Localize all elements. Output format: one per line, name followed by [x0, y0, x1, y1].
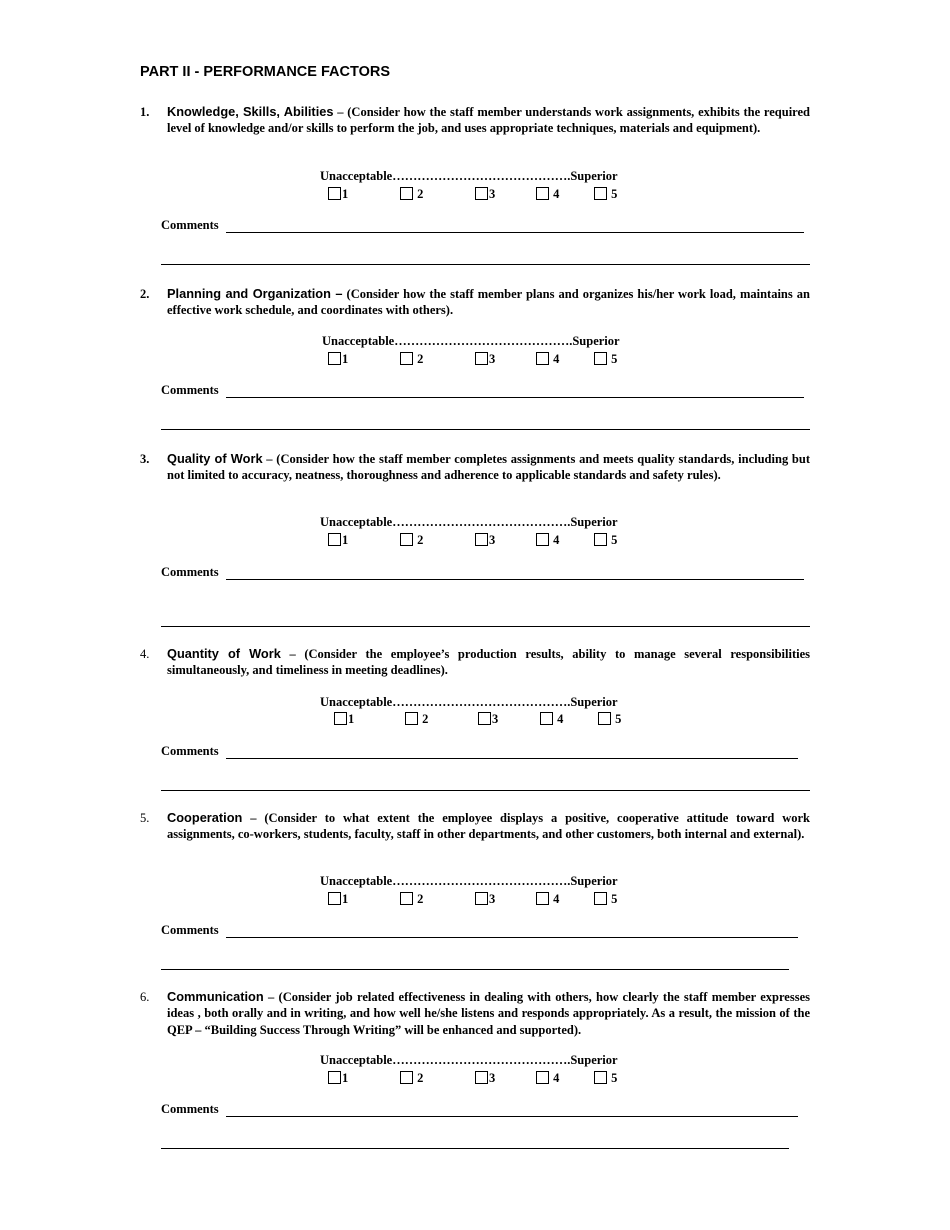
rating-option-1[interactable]	[328, 187, 348, 202]
comments-line-2[interactable]	[161, 264, 810, 265]
rating-option-3[interactable]	[478, 712, 498, 727]
rating-option-1[interactable]	[334, 712, 354, 727]
rating-option-5[interactable]	[594, 892, 617, 907]
option-label: 4	[553, 352, 560, 366]
rating-option-3[interactable]	[475, 187, 495, 202]
checkbox[interactable]	[594, 892, 607, 905]
checkbox[interactable]	[594, 533, 607, 546]
checkbox[interactable]	[475, 352, 488, 365]
checkbox[interactable]	[328, 892, 341, 905]
option-label: 1	[348, 712, 355, 726]
factor-number: 1.	[140, 105, 150, 119]
checkbox[interactable]	[536, 1071, 549, 1084]
rating-option-3[interactable]	[475, 533, 495, 548]
factor-number: 4.	[140, 647, 150, 661]
factor-name: Knowledge, Skills, Abilities	[167, 104, 334, 119]
comments-label: Comments	[161, 218, 219, 232]
rating-option-1[interactable]	[328, 352, 348, 367]
comments-line-2[interactable]	[161, 626, 810, 627]
option-label: 1	[342, 533, 349, 547]
option-label: 2	[417, 1071, 424, 1085]
rating-option-4[interactable]	[536, 187, 559, 202]
rating-option-4[interactable]	[536, 352, 559, 367]
rating-option-5[interactable]	[594, 1071, 617, 1086]
option-label: 4	[553, 892, 560, 906]
factor-description	[167, 646, 810, 679]
factor-text: – (Consider how the staff member understands work assignments, exhibits the required level of knowledge and/or skills to perform the job, and uses appropriate techniques, materials and equipment).	[167, 105, 810, 136]
option-label: 3	[489, 1071, 496, 1085]
rating-option-5[interactable]	[594, 533, 617, 548]
option-label: 2	[417, 352, 424, 366]
rating-option-5[interactable]	[594, 187, 617, 202]
option-label: 1	[342, 187, 349, 201]
option-label: 1	[342, 1071, 349, 1085]
checkbox[interactable]	[536, 187, 549, 200]
rating-option-2[interactable]	[405, 712, 428, 727]
comments-line-2[interactable]	[161, 1148, 789, 1149]
rating-option-2[interactable]	[400, 187, 423, 202]
option-label: 4	[553, 1071, 560, 1085]
checkbox[interactable]	[328, 352, 341, 365]
option-label: 3	[492, 712, 499, 726]
checkbox[interactable]	[400, 892, 413, 905]
option-label: 3	[489, 352, 496, 366]
rating-option-5[interactable]	[594, 352, 617, 367]
checkbox[interactable]	[405, 712, 418, 725]
option-label: 2	[417, 892, 424, 906]
checkbox[interactable]	[334, 712, 347, 725]
checkbox[interactable]	[540, 712, 553, 725]
checkbox[interactable]	[400, 533, 413, 546]
checkbox[interactable]	[536, 892, 549, 905]
rating-option-2[interactable]	[400, 1071, 423, 1086]
option-label: 5	[611, 533, 618, 547]
factor-text: – (Consider job related effectiveness in dealing with others, how clearly the staff member expresses ideas , both orally and in writing, and how well he/she listens and responds appropriately. As a result, the mission of the QEP – “Building Success Through Writing” will be enhanced and supported).	[167, 990, 810, 1037]
rating-option-4[interactable]	[536, 1071, 559, 1086]
rating-options	[328, 187, 648, 203]
option-label: 4	[553, 533, 560, 547]
checkbox[interactable]	[400, 187, 413, 200]
rating-option-2[interactable]	[400, 352, 423, 367]
comments-line[interactable]	[226, 579, 804, 580]
factor-description	[167, 810, 810, 843]
option-label: 5	[611, 352, 618, 366]
checkbox[interactable]	[478, 712, 491, 725]
checkbox[interactable]	[536, 352, 549, 365]
rating-option-4[interactable]	[540, 712, 563, 727]
checkbox[interactable]	[594, 352, 607, 365]
option-label: 2	[422, 712, 429, 726]
rating-option-4[interactable]	[536, 533, 559, 548]
rating-options	[328, 1071, 648, 1087]
checkbox[interactable]	[328, 1071, 341, 1084]
rating-options	[328, 892, 648, 908]
checkbox[interactable]	[594, 1071, 607, 1084]
factor-name: Communication	[167, 989, 264, 1004]
checkbox[interactable]	[328, 533, 341, 546]
rating-options	[334, 712, 654, 728]
factor-text: (Consider how the staff member plans and organizes his/her work load, maintains an effective work schedule, and coordinates with others).	[167, 287, 810, 318]
rating-option-1[interactable]	[328, 892, 348, 907]
rating-scale-label: Unacceptable…………………………………….Superior	[320, 1053, 618, 1067]
checkbox[interactable]	[400, 1071, 413, 1084]
option-label: 5	[611, 892, 618, 906]
rating-option-5[interactable]	[598, 712, 621, 727]
checkbox[interactable]	[475, 892, 488, 905]
rating-option-4[interactable]	[536, 892, 559, 907]
rating-option-3[interactable]	[475, 892, 495, 907]
option-label: 4	[553, 187, 560, 201]
rating-scale-label: Unacceptable…………………………………….Superior	[320, 695, 618, 709]
rating-option-1[interactable]	[328, 533, 348, 548]
option-label: 5	[615, 712, 622, 726]
option-label: 4	[557, 712, 564, 726]
rating-scale-label: Unacceptable…………………………………….Superior	[320, 515, 618, 529]
rating-option-2[interactable]	[400, 533, 423, 548]
factor-name: Quantity of Work	[167, 646, 281, 661]
rating-options	[328, 533, 648, 549]
rating-option-3[interactable]	[475, 1071, 495, 1086]
factor-text: – (Consider to what extent the employee displays a positive, cooperative attitude toward work assignments, co-workers, students, faculty, staff in other departments, and other customers, both internal and external).	[167, 811, 810, 842]
factor-number: 5.	[140, 811, 150, 825]
comments-line[interactable]	[226, 937, 798, 938]
option-label: 2	[417, 187, 424, 201]
checkbox[interactable]	[475, 187, 488, 200]
comments-line-2[interactable]	[161, 790, 810, 791]
comments-line[interactable]	[226, 758, 798, 759]
option-label: 3	[489, 892, 496, 906]
option-label: 5	[611, 187, 618, 201]
rating-scale-label: Unacceptable…………………………………….Superior	[320, 169, 618, 183]
checkbox[interactable]	[594, 187, 607, 200]
comments-label: Comments	[161, 1102, 219, 1116]
option-label: 3	[489, 187, 496, 201]
factor-description	[167, 286, 810, 319]
factor-text: – (Consider the employee’s production results, ability to manage several responsibilities simultaneously, and timeliness in meeting deadlines).	[167, 647, 810, 678]
checkbox[interactable]	[475, 1071, 488, 1084]
option-label: 1	[342, 892, 349, 906]
checkbox[interactable]	[598, 712, 611, 725]
rating-scale-label: Unacceptable…………………………………….Superior	[322, 334, 620, 348]
comments-line-2[interactable]	[161, 969, 789, 970]
option-label: 5	[611, 1071, 618, 1085]
rating-option-2[interactable]	[400, 892, 423, 907]
factor-description	[167, 451, 810, 484]
factor-name: Cooperation	[167, 810, 243, 825]
option-label: 1	[342, 352, 349, 366]
factor-name: Planning and Organization –	[167, 286, 343, 301]
comments-label: Comments	[161, 744, 219, 758]
checkbox[interactable]	[400, 352, 413, 365]
factor-description	[167, 989, 810, 1038]
comments-label: Comments	[161, 383, 219, 397]
checkbox[interactable]	[328, 187, 341, 200]
option-label: 2	[417, 533, 424, 547]
factor-number: 3.	[140, 452, 150, 466]
factor-number: 6.	[140, 990, 150, 1004]
rating-scale-label: Unacceptable…………………………………….Superior	[320, 874, 618, 888]
comments-label: Comments	[161, 923, 219, 937]
rating-options	[328, 352, 648, 368]
comments-line[interactable]	[226, 232, 804, 233]
comments-line-2[interactable]	[161, 429, 810, 430]
checkbox[interactable]	[536, 533, 549, 546]
comments-line[interactable]	[226, 1116, 798, 1117]
rating-option-1[interactable]	[328, 1071, 348, 1086]
comments-label: Comments	[161, 565, 219, 579]
factor-text: – (Consider how the staff member completes assignments and meets quality standards, including but not limited to accuracy, neatness, thoroughness and adherence to applicable standards and safety rules).	[167, 452, 810, 483]
factor-name: Quality of Work	[167, 451, 263, 466]
checkbox[interactable]	[475, 533, 488, 546]
factor-number: 2.	[140, 287, 150, 301]
option-label: 3	[489, 533, 496, 547]
rating-option-3[interactable]	[475, 352, 495, 367]
section-title: PART II - PERFORMANCE FACTORS	[140, 64, 390, 80]
comments-line[interactable]	[226, 397, 804, 398]
factor-description	[167, 104, 810, 137]
